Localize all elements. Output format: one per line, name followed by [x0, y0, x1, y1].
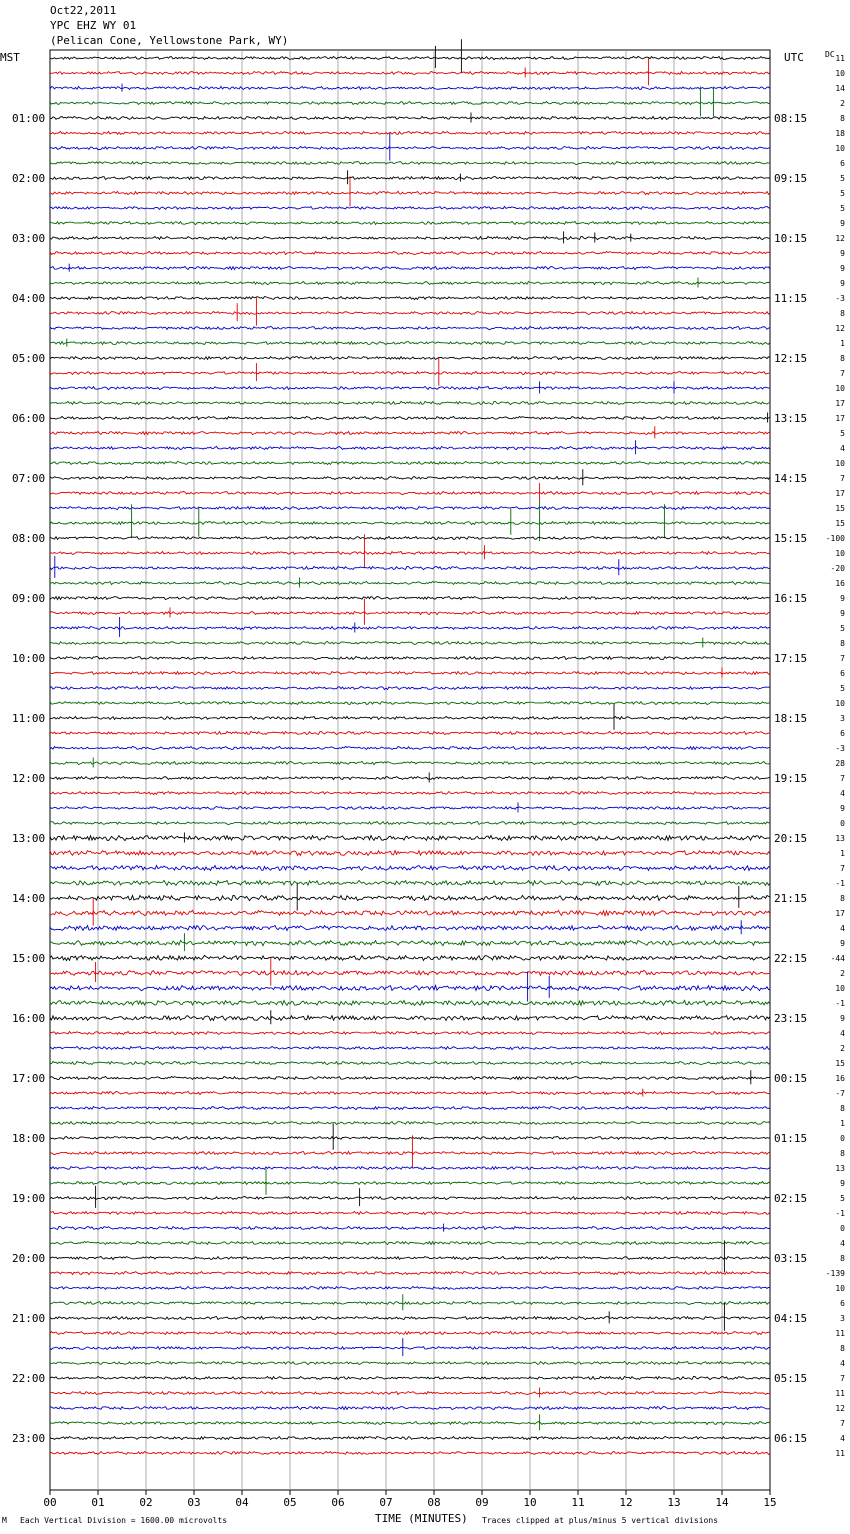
dc-offset-label: 7	[840, 369, 845, 378]
right-hour-label: 21:15	[774, 892, 808, 905]
trace-line	[50, 1046, 770, 1049]
trace-line	[50, 1135, 770, 1167]
left-hour-label: 21:00	[12, 1312, 46, 1325]
dc-offset-label: 10	[835, 144, 845, 153]
trace-line	[50, 1294, 770, 1310]
x-tick-label: 06	[331, 1496, 345, 1509]
dc-offset-label: 9	[840, 279, 845, 288]
trace-line	[50, 1169, 770, 1195]
left-hour-label: 17:00	[12, 1072, 46, 1085]
dc-offset-label: 16	[835, 579, 845, 588]
trace-line	[50, 833, 770, 843]
dc-offset-label: -100	[825, 534, 845, 543]
grid	[43, 50, 776, 1509]
dc-offset-label: 9	[840, 594, 845, 603]
trace-line	[50, 264, 770, 272]
dc-offset-label: 6	[840, 159, 845, 168]
dc-offset-label: 2	[840, 99, 845, 108]
trace-line	[50, 381, 770, 393]
dc-offset-label: 8	[840, 1104, 845, 1113]
trace-line	[50, 758, 770, 768]
left-hour-label: 16:00	[12, 1012, 46, 1025]
dc-offset-label: 4	[840, 1239, 845, 1248]
chart-location: (Pelican Cone, Yellowstone Park, WY)	[50, 34, 289, 47]
right-hour-label: 10:15	[774, 232, 808, 245]
trace-line	[50, 1121, 770, 1124]
left-hour-label: 20:00	[12, 1252, 46, 1265]
dc-offset-label: 14	[835, 84, 845, 93]
trace-line	[50, 898, 770, 926]
trace-line	[50, 958, 770, 986]
left-hour-label: 06:00	[12, 412, 46, 425]
left-hour-label: 05:00	[12, 352, 46, 365]
trace-line	[50, 656, 770, 659]
dc-offset-label: 3	[840, 714, 845, 723]
trace-line	[50, 1376, 770, 1379]
dc-offset-label: 10	[835, 699, 845, 708]
left-hour-label: 14:00	[12, 892, 46, 905]
trace-line	[50, 87, 770, 117]
dc-offset-label: 12	[835, 1404, 845, 1413]
dc-offset-label: 4	[840, 924, 845, 933]
left-hour-label: 04:00	[12, 292, 46, 305]
trace-line	[50, 955, 770, 960]
dc-offset-label: 10	[835, 1284, 845, 1293]
left-hour-label: 18:00	[12, 1132, 46, 1145]
right-hour-label: 06:15	[774, 1432, 808, 1445]
left-hour-label: 01:00	[12, 112, 46, 125]
x-tick-label: 07	[379, 1496, 393, 1509]
trace-line	[50, 1224, 770, 1232]
trace-line	[50, 469, 770, 485]
dc-offset-label: 16	[835, 1074, 845, 1083]
dc-offset-label: 6	[840, 669, 845, 678]
dc-offset-label: 9	[840, 249, 845, 258]
dc-offset-label: 8	[840, 894, 845, 903]
trace-line	[50, 1271, 770, 1274]
x-tick-label: 15	[763, 1496, 777, 1509]
x-tick-label: 09	[475, 1496, 489, 1509]
dc-offset-label: 13	[835, 834, 845, 843]
trace-line	[50, 1211, 770, 1214]
dc-offset-label: -1	[835, 999, 845, 1008]
trace-line	[50, 506, 770, 509]
trace-line	[50, 701, 770, 704]
trace-line	[50, 850, 770, 855]
x-tick-label: 13	[667, 1496, 681, 1509]
right-hour-label: 09:15	[774, 172, 808, 185]
dc-offset-label: -20	[830, 564, 845, 573]
dc-offset-label: 12	[835, 234, 845, 243]
dc-offset-label: 4	[840, 789, 845, 798]
dc-offset-label: 10	[835, 549, 845, 558]
x-tick-label: 12	[619, 1496, 633, 1509]
dc-offset-label: -139	[825, 1269, 845, 1278]
trace-line	[50, 483, 770, 501]
dc-offset-label: 2	[840, 1044, 845, 1053]
dc-offset-label: 0	[840, 1134, 845, 1143]
right-hour-label: 18:15	[774, 712, 808, 725]
trace-line	[50, 1338, 770, 1356]
dc-offset-label: 5	[840, 204, 845, 213]
dc-offset-label: 9	[840, 804, 845, 813]
right-hour-label: 11:15	[774, 292, 808, 305]
left-hour-label: 07:00	[12, 472, 46, 485]
left-hour-label: 08:00	[12, 532, 46, 545]
dc-offset-label: 17	[835, 414, 845, 423]
trace-line	[50, 1451, 770, 1454]
left-hour-label: 19:00	[12, 1192, 46, 1205]
dc-offset-label: -7	[835, 1089, 845, 1098]
trace-line	[50, 84, 770, 92]
dc-offset-label: 8	[840, 114, 845, 123]
dc-offset-label: 5	[840, 624, 845, 633]
dc-offset-label: -3	[835, 294, 845, 303]
dc-offset-label: 9	[840, 264, 845, 273]
left-hour-label: 10:00	[12, 652, 46, 665]
dc-offset-label: 17	[835, 909, 845, 918]
x-tick-label: 05	[283, 1496, 297, 1509]
x-tick-label: 10	[523, 1496, 537, 1509]
trace-line	[50, 1124, 770, 1150]
dc-offset-label: 15	[835, 1059, 845, 1068]
dc-offset-label: 4	[840, 444, 845, 453]
right-hour-label: 08:15	[774, 112, 808, 125]
trace-line	[50, 883, 770, 911]
dc-offset-label: -1	[835, 879, 845, 888]
dc-offset-label: 18	[835, 129, 845, 138]
dc-offset-label: 0	[840, 1224, 845, 1233]
trace-line	[50, 221, 770, 224]
dc-offset-label: 7	[840, 774, 845, 783]
trace-line	[50, 1303, 770, 1331]
trace-line	[50, 177, 770, 207]
dc-offset-label: 8	[840, 309, 845, 318]
dc-offset-label: 5	[840, 189, 845, 198]
trace-line	[50, 1286, 770, 1289]
trace-line	[50, 413, 770, 423]
trace-line	[50, 638, 770, 648]
left-axis-label: MST	[0, 51, 20, 64]
dc-offset-label: -1	[835, 1209, 845, 1218]
x-tick-label: 00	[43, 1496, 57, 1509]
dc-offset-label: 5	[840, 1194, 845, 1203]
trace-line	[50, 686, 770, 689]
x-axis-label: TIME (MINUTES)	[375, 1512, 468, 1525]
dc-offset-label: 4	[840, 1029, 845, 1038]
trace-line	[50, 298, 770, 326]
left-hour-label: 11:00	[12, 712, 46, 725]
dc-offset-label: 11	[835, 1329, 845, 1338]
trace-line	[50, 1240, 770, 1272]
trace-line	[50, 161, 770, 164]
dc-offset-label: 10	[835, 459, 845, 468]
trace-line	[50, 880, 770, 885]
trace-line	[50, 866, 770, 871]
trace-line	[50, 426, 770, 438]
right-hour-label: 14:15	[774, 472, 808, 485]
trace-line	[50, 251, 770, 254]
dc-offset-label: 4	[840, 1359, 845, 1368]
left-hour-label: 03:00	[12, 232, 46, 245]
trace-line	[50, 170, 770, 184]
trace-line	[50, 231, 770, 243]
trace-line	[50, 1089, 770, 1097]
right-hour-label: 17:15	[774, 652, 808, 665]
trace-line	[50, 1388, 770, 1398]
trace-line	[50, 339, 770, 347]
dc-offset-label: 11	[835, 1389, 845, 1398]
dc-offset-label: 10	[835, 69, 845, 78]
dc-offset-label: 0	[840, 819, 845, 828]
dc-offset-label: 15	[835, 504, 845, 513]
trace-line	[50, 461, 770, 464]
dc-offset-label: 5	[840, 174, 845, 183]
dc-offset-label: 1	[840, 849, 845, 858]
trace-line	[50, 1061, 770, 1064]
dc-offset-label: 7	[840, 1419, 845, 1428]
dc-offset-label: 8	[840, 1149, 845, 1158]
trace-line	[50, 39, 770, 73]
dc-offset-label: 4	[840, 1434, 845, 1443]
footer-mark: M	[2, 1516, 7, 1525]
right-hour-label: 23:15	[774, 1012, 808, 1025]
trace-line	[50, 133, 770, 161]
trace-line	[50, 1166, 770, 1169]
right-hour-label: 02:15	[774, 1192, 808, 1205]
trace-line	[50, 58, 770, 85]
trace-line	[50, 113, 770, 123]
trace-line	[50, 206, 770, 209]
trace-line	[50, 704, 770, 730]
dc-offset-label: 9	[840, 1014, 845, 1023]
trace-line	[50, 1436, 770, 1439]
clip-note: Traces clipped at plus/minus 5 vertical divisions	[482, 1516, 719, 1525]
dc-offset-label: 9	[840, 219, 845, 228]
trace-line	[50, 731, 770, 734]
dc-offset-label: 28	[835, 759, 845, 768]
trace-line	[50, 1106, 770, 1109]
trace-line	[50, 1000, 770, 1005]
trace-line	[50, 296, 770, 299]
right-hour-label: 05:15	[774, 1372, 808, 1385]
right-hour-label: 12:15	[774, 352, 808, 365]
trace-line	[50, 556, 770, 578]
trace-line	[50, 578, 770, 588]
dc-label: DC	[825, 50, 835, 59]
trace-line	[50, 791, 770, 794]
trace-line	[50, 596, 770, 599]
trace-line	[50, 326, 770, 329]
trace-line	[50, 440, 770, 454]
dc-offset-label: 7	[840, 1374, 845, 1383]
dc-offset-label: 13	[835, 1164, 845, 1173]
trace-line	[50, 278, 770, 288]
trace-line	[50, 746, 770, 749]
trace-line	[50, 617, 770, 637]
trace-line	[50, 1070, 770, 1084]
trace-line	[50, 821, 770, 824]
dc-offset-label: 9	[840, 939, 845, 948]
right-hour-label: 15:15	[774, 532, 808, 545]
dc-offset-label: 7	[840, 654, 845, 663]
dc-offset-label: 6	[840, 1299, 845, 1308]
trace-line	[50, 668, 770, 678]
dc-offset-label: 10	[835, 984, 845, 993]
left-hour-label: 02:00	[12, 172, 46, 185]
trace-line	[50, 1241, 770, 1244]
trace-line	[50, 920, 770, 934]
left-hour-label: 22:00	[12, 1372, 46, 1385]
trace-line	[50, 1010, 770, 1024]
dc-offset-label: -3	[835, 744, 845, 753]
right-hour-label: 22:15	[774, 952, 808, 965]
left-hour-label: 09:00	[12, 592, 46, 605]
trace-line	[50, 933, 770, 951]
dc-offset-label: 7	[840, 474, 845, 483]
trace-line	[50, 599, 770, 625]
right-hour-label: 01:15	[774, 1132, 808, 1145]
dc-offset-label: 1	[840, 1119, 845, 1128]
seismic-traces	[50, 39, 770, 1454]
left-hour-label: 13:00	[12, 832, 46, 845]
dc-offset-label: 8	[840, 1344, 845, 1353]
x-tick-label: 01	[91, 1496, 105, 1509]
plot-frame	[50, 50, 770, 1490]
left-hour-label: 23:00	[12, 1432, 46, 1445]
dc-offset-label: 9	[840, 609, 845, 618]
dc-offset-label: 17	[835, 489, 845, 498]
dc-offset-label: 1	[840, 339, 845, 348]
left-hour-label: 12:00	[12, 772, 46, 785]
dc-offset-label: 11	[835, 54, 845, 63]
dc-offset-label: 17	[835, 399, 845, 408]
dc-offset-label: 9	[840, 1179, 845, 1188]
dc-offset-label: 10	[835, 384, 845, 393]
right-hour-label: 13:15	[774, 412, 808, 425]
trace-line	[50, 356, 770, 359]
chart-date: Oct22,2011	[50, 4, 117, 17]
dc-offset-label: 8	[840, 354, 845, 363]
right-hour-label: 20:15	[774, 832, 808, 845]
dc-offset-label: 3	[840, 1314, 845, 1323]
trace-line	[50, 534, 770, 568]
dc-offset-label: 8	[840, 639, 845, 648]
dc-offset-label: 7	[840, 864, 845, 873]
x-tick-label: 14	[715, 1496, 729, 1509]
trace-line	[50, 1031, 770, 1034]
trace-line	[50, 131, 770, 134]
x-tick-label: 03	[187, 1496, 201, 1509]
dc-offset-label: 6	[840, 729, 845, 738]
trace-line	[50, 536, 770, 539]
x-tick-label: 04	[235, 1496, 249, 1509]
right-hour-label: 16:15	[774, 592, 808, 605]
right-hour-label: 03:15	[774, 1252, 808, 1265]
left-hour-label: 15:00	[12, 952, 46, 965]
trace-line	[50, 1414, 770, 1430]
x-tick-label: 11	[571, 1496, 585, 1509]
right-hour-label: 19:15	[774, 772, 808, 785]
trace-line	[50, 773, 770, 783]
trace-line	[50, 1186, 770, 1208]
dc-offset-label: 12	[835, 324, 845, 333]
dc-offset-label: 2	[840, 969, 845, 978]
dc-offset-label: -44	[830, 954, 845, 963]
dc-offset-label: 8	[840, 1254, 845, 1263]
trace-line	[50, 1361, 770, 1364]
right-axis-label: UTC	[784, 51, 804, 64]
dc-offset-label: 15	[835, 519, 845, 528]
dc-offset-label: 5	[840, 684, 845, 693]
x-tick-label: 02	[139, 1496, 153, 1509]
scale-note: Each Vertical Division = 1600.00 microvolts	[20, 1516, 228, 1525]
trace-line	[50, 972, 770, 1002]
right-hour-label: 00:15	[774, 1072, 808, 1085]
trace-line	[50, 401, 770, 404]
dc-offset-label: 5	[840, 429, 845, 438]
chart-station: YPC EHZ WY 01	[50, 19, 137, 32]
trace-line	[50, 803, 770, 813]
trace-line	[50, 1331, 770, 1334]
right-hour-label: 04:15	[774, 1312, 808, 1325]
trace-line	[50, 358, 770, 386]
trace-line	[50, 1406, 770, 1409]
x-tick-label: 08	[427, 1496, 441, 1509]
dc-offset-label: 11	[835, 1449, 845, 1458]
